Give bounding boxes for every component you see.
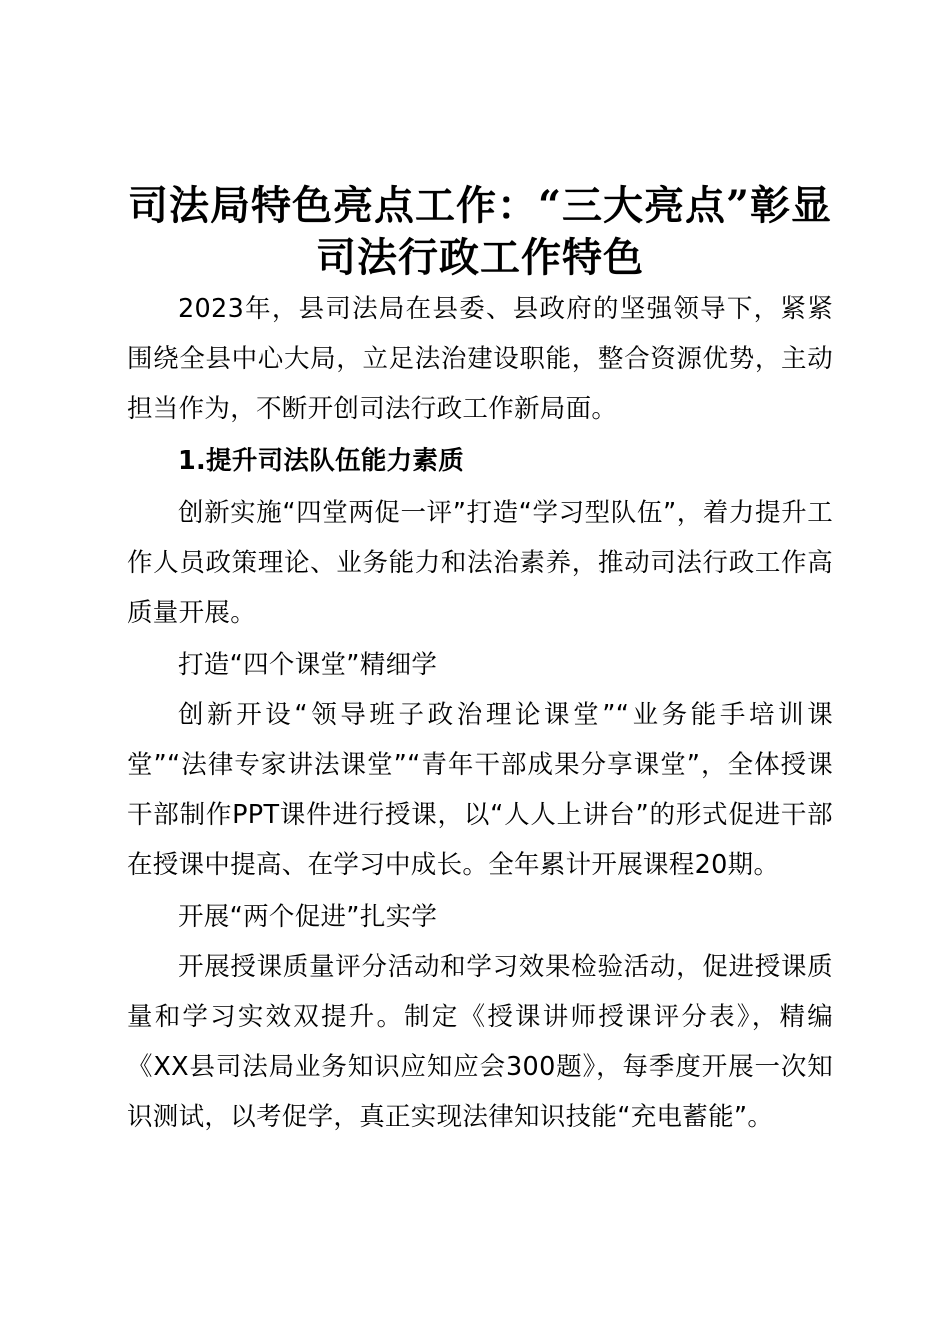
intro-paragraph: 2023年，县司法局在县委、县政府的坚强领导下，紧紧围绕全县中心大局，立足法治建设职能，整合资源优势，主动担当作为，不断开创司法行政工作新局面。 [127, 294, 833, 424]
section-heading: 1.提升司法队伍能力素质 [178, 446, 465, 476]
document-content [127, 180, 833, 1142]
subsection-heading: 打造“四个课堂”精细学 [178, 650, 438, 680]
section-body-paragraph: 创新实施“四堂两促一评”打造“学习型队伍”，着力提升工作人员政策理论、业务能力和法治素养，推动司法行政工作高质量开展。 [127, 498, 833, 628]
subsection-body-paragraph: 开展授课质量评分活动和学习效果检验活动，促进授课质量和学习实效双提升。制定《授课讲师授课评分表》，精编《XX县司法局业务知识应知应会300题》，每季度开展一次知识测试，以考促学，真正实现法律知识技能“充电蓄能”。 [127, 952, 833, 1132]
subsection-body-paragraph: 创新开设“领导班子政治理论课堂”“业务能手培训课堂”“法律专家讲法课堂”“青年干部成果分享课堂”，全体授课干部制作PPT课件进行授课，以“人人上讲台”的形式促进干部在授课中提高、在学习中成长。全年累计开展课程20期。 [127, 700, 833, 880]
subsection-heading: 开展“两个促进”扎实学 [178, 902, 438, 932]
document-title: 司法局特色亮点工作：“三大亮点”彰显司法行政工作特色 [127, 182, 832, 281]
